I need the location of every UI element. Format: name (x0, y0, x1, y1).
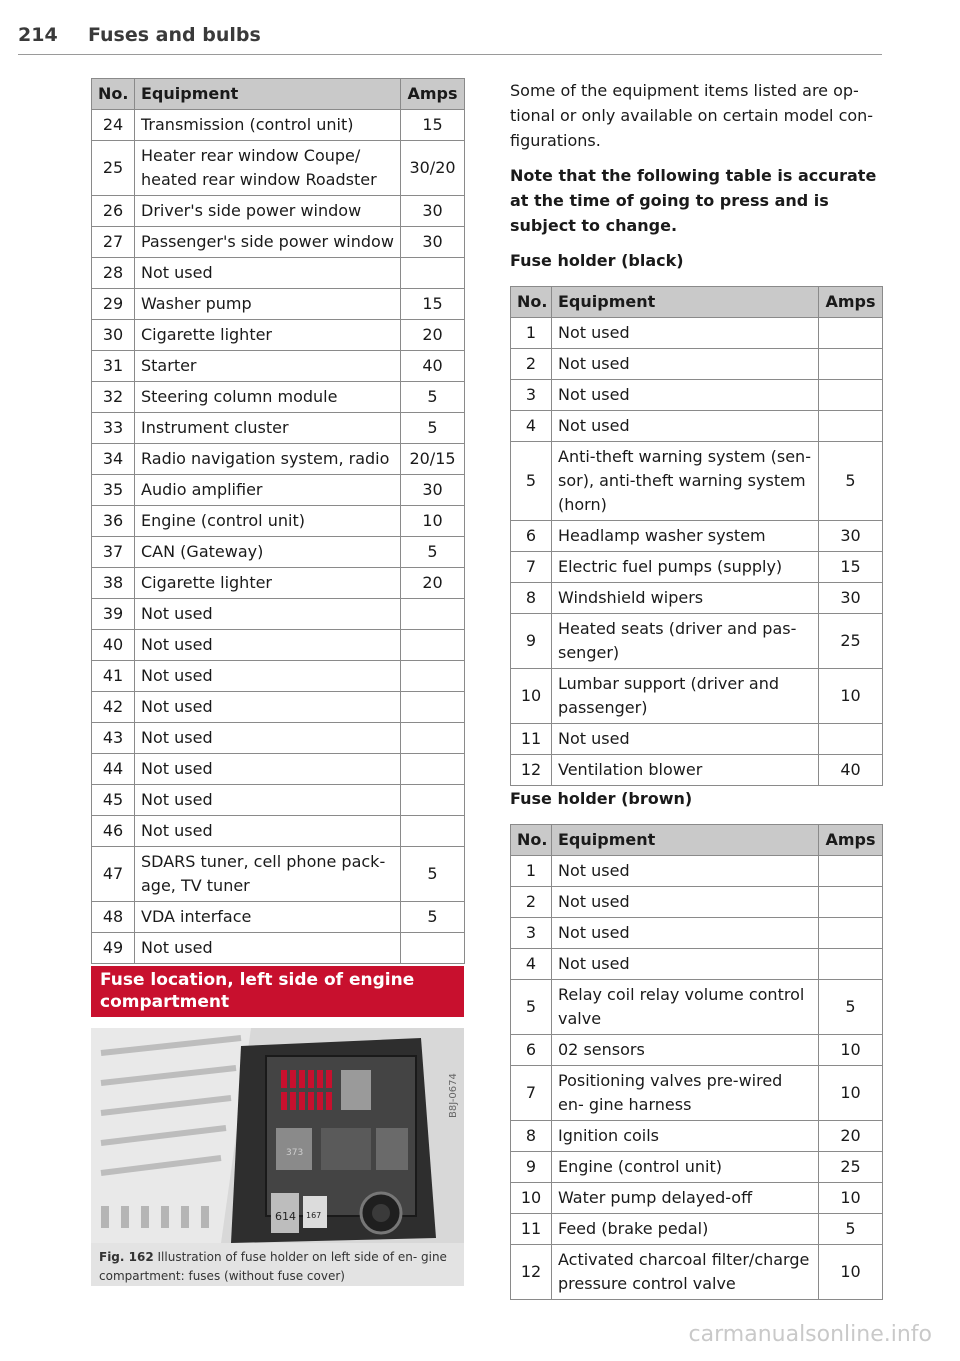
cell-equipment: Not used (552, 318, 819, 349)
table-row (511, 755, 883, 786)
cell-amps (819, 318, 883, 349)
engine-compartment-illustration (91, 1028, 464, 1243)
cell-no: 12 (511, 755, 552, 786)
cell-equipment: SDARS tuner, cell phone pack- age, TV tuner (135, 847, 401, 902)
table-row (92, 568, 465, 599)
col-header-no: No. (511, 287, 552, 318)
cell-equipment: Lumbar support (driver and passenger) (552, 669, 819, 724)
cell-no: 49 (92, 933, 135, 964)
cell-amps: 10 (819, 1066, 883, 1121)
cell-equipment: Heater rear window Coupe/ heated rear window Roadster (135, 141, 401, 196)
cell-no: 1 (511, 318, 552, 349)
cell-no: 28 (92, 258, 135, 289)
table-row (511, 349, 883, 380)
cell-no: 40 (92, 630, 135, 661)
cell-no: 5 (511, 980, 552, 1035)
fig-label-167: 167 (306, 1211, 322, 1220)
cell-no: 4 (511, 411, 552, 442)
table-row (511, 918, 883, 949)
cell-no: 43 (92, 723, 135, 754)
fuse-table-left (91, 78, 465, 964)
table-row (92, 599, 465, 630)
cell-no: 29 (92, 289, 135, 320)
page-header (18, 22, 882, 55)
cell-amps: 5 (401, 902, 465, 933)
cell-no: 46 (92, 816, 135, 847)
col-header-equipment: Equipment (552, 825, 819, 856)
table-row (511, 1183, 883, 1214)
cell-no: 6 (511, 521, 552, 552)
cell-amps (401, 630, 465, 661)
heading-fuse-holder-brown: Fuse holder (brown) (510, 789, 693, 808)
cell-amps: 30 (401, 196, 465, 227)
cell-no: 11 (511, 1214, 552, 1245)
cell-amps (819, 411, 883, 442)
table-row (92, 630, 465, 661)
table-row (92, 692, 465, 723)
cell-amps (401, 661, 465, 692)
table-row (92, 320, 465, 351)
cell-amps: 25 (819, 614, 883, 669)
fuse-location-figure (91, 1028, 464, 1286)
table-row (92, 289, 465, 320)
cell-equipment: Driver's side power window (135, 196, 401, 227)
table-row (511, 1214, 883, 1245)
table-header-row (511, 825, 883, 856)
table-row (92, 110, 465, 141)
table-header-row (92, 79, 465, 110)
cell-amps: 20 (401, 568, 465, 599)
cell-equipment: Transmission (control unit) (135, 110, 401, 141)
cell-no: 3 (511, 380, 552, 411)
cell-amps: 30/20 (401, 141, 465, 196)
cell-equipment: Feed (brake pedal) (552, 1214, 819, 1245)
cell-equipment: Ignition coils (552, 1121, 819, 1152)
cell-equipment: Heated seats (driver and pas- senger) (552, 614, 819, 669)
cell-no: 7 (511, 1066, 552, 1121)
cell-no: 31 (92, 351, 135, 382)
table-row (511, 552, 883, 583)
cell-no: 6 (511, 1035, 552, 1066)
cell-equipment: Audio amplifier (135, 475, 401, 506)
cell-equipment: Washer pump (135, 289, 401, 320)
cell-equipment: Not used (135, 723, 401, 754)
cell-no: 9 (511, 614, 552, 669)
table-row (92, 933, 465, 964)
cell-amps: 40 (819, 755, 883, 786)
fuse-table-black (510, 286, 883, 786)
cell-no: 1 (511, 856, 552, 887)
cell-amps (819, 856, 883, 887)
cell-no: 2 (511, 887, 552, 918)
cell-amps (819, 918, 883, 949)
cell-amps: 15 (401, 289, 465, 320)
cell-no: 47 (92, 847, 135, 902)
cell-equipment: Not used (135, 661, 401, 692)
cell-no: 32 (92, 382, 135, 413)
fuse-table-brown (510, 824, 883, 1300)
table-header-row (511, 287, 883, 318)
table-row (511, 949, 883, 980)
cell-amps (401, 754, 465, 785)
cell-equipment: Not used (135, 599, 401, 630)
figure-caption (99, 1248, 455, 1286)
table-row (92, 413, 465, 444)
cell-equipment: CAN (Gateway) (135, 537, 401, 568)
table-row (92, 444, 465, 475)
cell-no: 39 (92, 599, 135, 630)
cell-no: 27 (92, 227, 135, 258)
table-row (511, 1035, 883, 1066)
cell-no: 44 (92, 754, 135, 785)
cell-equipment: Not used (552, 918, 819, 949)
cell-equipment: Not used (135, 258, 401, 289)
table-row (92, 351, 465, 382)
cell-equipment: Not used (552, 856, 819, 887)
cell-no: 2 (511, 349, 552, 380)
cell-amps (401, 599, 465, 630)
table-row (511, 521, 883, 552)
cell-equipment: Activated charcoal filter/charge pressure control valve (552, 1245, 819, 1300)
table-row (92, 537, 465, 568)
cell-equipment: Not used (135, 785, 401, 816)
cell-equipment: Not used (552, 411, 819, 442)
cell-equipment: Not used (552, 380, 819, 411)
col-header-amps: Amps (819, 825, 883, 856)
table-row (92, 506, 465, 537)
table-row (511, 1245, 883, 1300)
cell-no: 3 (511, 918, 552, 949)
cell-amps (401, 933, 465, 964)
table-row (511, 1121, 883, 1152)
cell-no: 26 (92, 196, 135, 227)
table-row (92, 816, 465, 847)
cell-equipment: Not used (135, 754, 401, 785)
cell-equipment: Relay coil relay volume control valve (552, 980, 819, 1035)
table-row (511, 856, 883, 887)
cell-amps: 10 (401, 506, 465, 537)
cell-no: 42 (92, 692, 135, 723)
intro-paragraph: Some of the equipment items listed are op- tional or only available on certain model con- figurations. (510, 81, 874, 150)
cell-no: 48 (92, 902, 135, 933)
table-row (511, 442, 883, 521)
table-row (92, 227, 465, 258)
cell-no: 12 (511, 1245, 552, 1300)
cell-equipment: Not used (552, 724, 819, 755)
cell-no: 45 (92, 785, 135, 816)
section-banner: Fuse location, left side of engine compartment (91, 966, 464, 1017)
cell-no: 33 (92, 413, 135, 444)
cell-amps: 5 (819, 1214, 883, 1245)
cell-equipment: Anti-theft warning system (sen- sor), anti-theft warning system (horn) (552, 442, 819, 521)
cell-amps: 30 (401, 475, 465, 506)
cell-equipment: Engine (control unit) (552, 1152, 819, 1183)
cell-no: 30 (92, 320, 135, 351)
cell-amps (401, 723, 465, 754)
table-row (511, 724, 883, 755)
cell-amps: 30 (819, 521, 883, 552)
cell-no: 10 (511, 669, 552, 724)
cell-equipment: Steering column module (135, 382, 401, 413)
table-row (92, 785, 465, 816)
cell-equipment: Radio navigation system, radio (135, 444, 401, 475)
col-header-no: No. (511, 825, 552, 856)
table-row (92, 723, 465, 754)
table-row (92, 661, 465, 692)
cell-amps: 5 (401, 382, 465, 413)
table-row (92, 258, 465, 289)
cell-no: 25 (92, 141, 135, 196)
cell-equipment: Electric fuel pumps (supply) (552, 552, 819, 583)
heading-fuse-holder-black: Fuse holder (black) (510, 251, 684, 270)
cell-amps: 30 (401, 227, 465, 258)
cell-no: 37 (92, 537, 135, 568)
cell-equipment: Passenger's side power window (135, 227, 401, 258)
fig-label-614: 614 (275, 1210, 296, 1223)
table-row (511, 887, 883, 918)
figure-caption-label: Fig. 162 (99, 1250, 154, 1264)
cell-amps: 10 (819, 1183, 883, 1214)
col-header-equipment: Equipment (552, 287, 819, 318)
cell-no: 7 (511, 552, 552, 583)
cell-equipment: Instrument cluster (135, 413, 401, 444)
cell-equipment: VDA interface (135, 902, 401, 933)
figure-code: B8J-0674 (448, 1073, 459, 1118)
cell-equipment: Positioning valves pre-wired en- gine harness (552, 1066, 819, 1121)
cell-amps (819, 380, 883, 411)
table-row (511, 411, 883, 442)
col-header-equipment: Equipment (135, 79, 401, 110)
cell-no: 9 (511, 1152, 552, 1183)
table-row (511, 1152, 883, 1183)
section-title: Fuses and bulbs (88, 24, 261, 46)
cell-no: 5 (511, 442, 552, 521)
table-row (92, 141, 465, 196)
table-row (92, 847, 465, 902)
cell-amps: 20 (401, 320, 465, 351)
cell-equipment: Not used (552, 349, 819, 380)
cell-amps: 20/15 (401, 444, 465, 475)
cell-equipment: Not used (552, 887, 819, 918)
cell-amps (401, 785, 465, 816)
cell-equipment: Not used (135, 692, 401, 723)
cell-amps (401, 816, 465, 847)
cell-amps: 15 (401, 110, 465, 141)
cell-equipment: Headlamp washer system (552, 521, 819, 552)
cell-equipment: Water pump delayed-off (552, 1183, 819, 1214)
cell-amps (401, 258, 465, 289)
cell-no: 4 (511, 949, 552, 980)
cell-no: 36 (92, 506, 135, 537)
cell-amps: 15 (819, 552, 883, 583)
cell-amps: 5 (401, 413, 465, 444)
table-row (92, 382, 465, 413)
cell-amps: 5 (819, 442, 883, 521)
cell-equipment: 02 sensors (552, 1035, 819, 1066)
watermark: carmanualsonline.info (688, 1322, 932, 1347)
table-row (511, 318, 883, 349)
table-row (511, 380, 883, 411)
cell-equipment: Not used (135, 933, 401, 964)
cell-amps: 5 (401, 847, 465, 902)
cell-amps (819, 349, 883, 380)
figure-caption-text: Illustration of fuse holder on left side of en- gine compartment: fuses (without fuse cover) (99, 1250, 447, 1283)
cell-amps (819, 724, 883, 755)
cell-equipment: Ventilation blower (552, 755, 819, 786)
cell-no: 10 (511, 1183, 552, 1214)
cell-equipment: Engine (control unit) (135, 506, 401, 537)
cell-equipment: Not used (552, 949, 819, 980)
cell-amps: 25 (819, 1152, 883, 1183)
cell-no: 35 (92, 475, 135, 506)
table-row (511, 1066, 883, 1121)
cell-amps: 10 (819, 1035, 883, 1066)
col-header-no: No. (92, 79, 135, 110)
table-row (511, 614, 883, 669)
cell-equipment: Cigarette lighter (135, 568, 401, 599)
cell-equipment: Not used (135, 630, 401, 661)
cell-no: 38 (92, 568, 135, 599)
cell-equipment: Cigarette lighter (135, 320, 401, 351)
col-header-amps: Amps (401, 79, 465, 110)
table-row (511, 583, 883, 614)
page-number: 214 (18, 24, 58, 46)
cell-amps: 20 (819, 1121, 883, 1152)
cell-no: 8 (511, 1121, 552, 1152)
cell-equipment: Windshield wipers (552, 583, 819, 614)
table-row (92, 754, 465, 785)
table-row (92, 475, 465, 506)
cell-amps: 5 (401, 537, 465, 568)
cell-no: 8 (511, 583, 552, 614)
cell-no: 41 (92, 661, 135, 692)
cell-amps: 10 (819, 1245, 883, 1300)
col-header-amps: Amps (819, 287, 883, 318)
fig-label-373: 373 (286, 1148, 304, 1158)
cell-no: 34 (92, 444, 135, 475)
cell-amps: 5 (819, 980, 883, 1035)
table-row (92, 902, 465, 933)
table-row (511, 980, 883, 1035)
note-paragraph: Note that the following table is accurate at the time of going to press and is subject to change. (510, 166, 877, 235)
cell-amps (401, 692, 465, 723)
cell-amps: 10 (819, 669, 883, 724)
cell-amps: 40 (401, 351, 465, 382)
cell-amps (819, 949, 883, 980)
table-row (92, 196, 465, 227)
cell-amps: 30 (819, 583, 883, 614)
cell-equipment: Starter (135, 351, 401, 382)
cell-amps (819, 887, 883, 918)
table-row (511, 669, 883, 724)
cell-no: 11 (511, 724, 552, 755)
cell-no: 24 (92, 110, 135, 141)
cell-equipment: Not used (135, 816, 401, 847)
